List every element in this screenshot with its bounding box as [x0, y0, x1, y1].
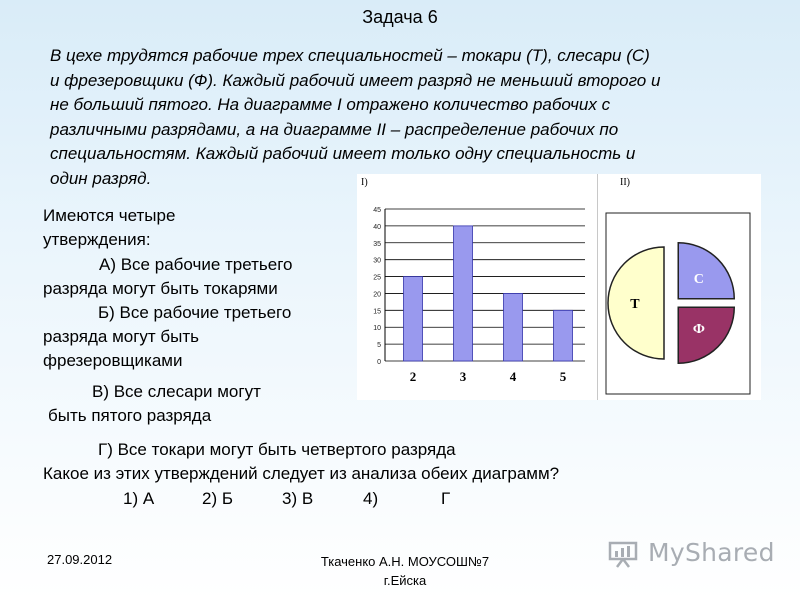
statement-b [43, 301, 291, 373]
statement-b-line: фрезеровщиками [43, 351, 183, 370]
x-tick-label: 5 [559, 369, 567, 384]
option-1[interactable]: 1) А [123, 489, 155, 508]
bar-chart-label: I) [361, 177, 368, 188]
statement-b-line: Б) Все рабочие третьего [98, 303, 292, 322]
problem-text-line: различными разрядами, а на диаграмме II – распределение рабочих по [50, 119, 619, 139]
option-4-letter: Г [441, 489, 451, 508]
y-tick-label: 20 [373, 291, 381, 299]
bar [554, 310, 573, 361]
y-tick-label: 5 [377, 342, 381, 350]
problem-text-line: и фрезеровщики (Ф). Каждый рабочий имеет разряд не меньший второго и [50, 70, 661, 90]
bar-chart-x-axis [410, 369, 567, 384]
problem-text-line: В цехе трудятся рабочие трех специальностей – токари (Т), слесари (С) [50, 46, 650, 65]
y-tick-label: 30 [373, 257, 381, 265]
pie-slice [678, 243, 734, 299]
footer-author-line: Ткаченко А.Н. МОУСОШ№7 [320, 554, 490, 569]
pie-chart-label: II) [620, 177, 630, 188]
problem-text-line: специальностям. Каждый рабочий имеет только одну специальность и [50, 144, 636, 163]
question-text: Какое из этих утверждений следует из анализа обеих диаграмм? [43, 464, 560, 483]
bar [404, 277, 423, 361]
statement-v-line: быть пятого разряда [48, 406, 212, 425]
y-tick-label: 10 [373, 325, 381, 333]
statement-b-line: разряда могут быть [43, 327, 200, 346]
problem-text-line: не больший пятого. На диаграмме I отражено количество рабочих с [50, 95, 611, 114]
x-tick-label: 4 [509, 369, 517, 384]
pie-chart-slices [608, 243, 734, 363]
bar-chart [357, 174, 597, 400]
problem-text-line: один разряд. [50, 168, 152, 188]
y-tick-label: 45 [373, 207, 381, 214]
footer-date: 27.09.2012 [47, 552, 113, 567]
statement-v-line: В) Все слесари могут [92, 382, 261, 401]
statements-lead-line: Имеются четыре [43, 206, 176, 225]
statements-lead-line: утверждения: [43, 230, 151, 249]
slide-title: Задача 6 [362, 7, 438, 27]
y-tick-label: 25 [373, 274, 381, 282]
y-tick-label: 40 [373, 223, 381, 231]
problem-text [50, 44, 780, 191]
statements-lead [43, 204, 175, 252]
y-tick-label: 0 [377, 359, 381, 366]
y-tick-label: 35 [373, 240, 381, 248]
statement-a-line: А) Все рабочие третьего [99, 255, 293, 274]
pie-chart [598, 174, 761, 400]
bar-chart-y-axis [373, 207, 381, 366]
option-2[interactable]: 2) Б [202, 489, 233, 508]
bar [504, 293, 523, 361]
option-4[interactable]: 4) [363, 489, 379, 508]
pie-slice-label: Т [630, 297, 640, 312]
pie-slice [678, 307, 734, 363]
statement-v [48, 380, 261, 428]
x-tick-label: 3 [459, 369, 467, 384]
footer-author [290, 552, 520, 590]
option-3[interactable]: 3) В [282, 489, 314, 508]
logo-text: MyShared [648, 538, 775, 567]
pie-slice-label: С [693, 272, 704, 288]
statement-a-line: разряда могут быть токарями [43, 279, 278, 298]
footer-city-line: г.Ейска [383, 573, 427, 588]
bar [454, 226, 473, 361]
statement-a [43, 253, 293, 301]
x-tick-label: 2 [409, 369, 417, 384]
y-tick-label: 15 [373, 308, 381, 316]
presentation-board-icon [608, 540, 638, 568]
pie-slice-label: Ф [692, 321, 705, 337]
statement-g: Г) Все токари могут быть четвертого разряда [98, 440, 456, 459]
